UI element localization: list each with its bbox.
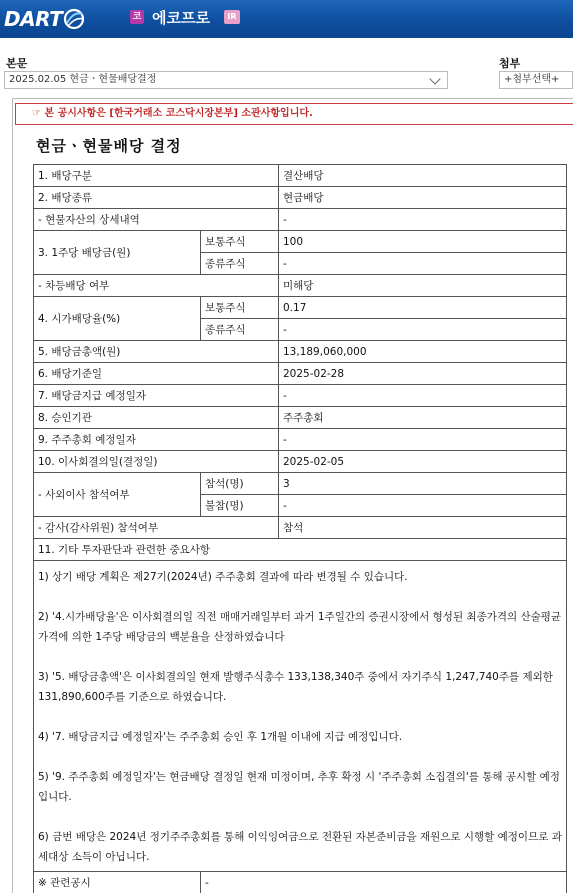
row-label: 7. 배당금지급 예정일자: [34, 385, 279, 407]
company-name[interactable]: 에코프로: [152, 9, 210, 27]
row-label: 10. 이사회결의일(결정일): [34, 451, 279, 473]
chevron-down-icon: [429, 73, 440, 84]
row-value: -: [279, 253, 567, 275]
table-row: [34, 363, 567, 385]
sub-label: 보통주식: [201, 231, 279, 253]
row-label: 6. 배당기준일: [34, 363, 279, 385]
ir-badge[interactable]: IR: [224, 10, 240, 24]
row-value: 100: [279, 231, 567, 253]
note-paragraph: 5) '9. 주주총회 예정일자'는 현금배당 결정일 현재 미정이며, 추후 확정 시 '주주총회 소집결의'를 통해 공시할 예정입니다.: [38, 771, 560, 803]
row-label: 8. 승인기관: [34, 407, 279, 429]
note-paragraph: 2) '4.시가배당율'은 이사회결의일 직전 매매거래일부터 과거 1주일간의 증권시장에서 형성된 최종가격의 산술평균가격에 의한 1주당 배당금의 백분율을 산정하였습니다: [38, 611, 562, 643]
note-paragraph: 4) '7. 배당금지급 예정일자'는 주주총회 승인 후 1개월 이내에 지급 예정입니다.: [38, 731, 403, 743]
row-value: -: [279, 385, 567, 407]
row-label: 3. 1주당 배당금(원): [34, 231, 201, 275]
row-value: 2025-02-05: [279, 451, 567, 473]
row-label: - 사외이사 참석여부: [34, 473, 201, 517]
row-value: 3: [279, 473, 567, 495]
main-report-label: 본문: [6, 57, 28, 70]
row-value: -: [279, 319, 567, 341]
table-row: [34, 209, 567, 231]
table-row: [34, 473, 567, 495]
dividend-table: [33, 164, 567, 893]
row-value: 13,189,060,000: [279, 341, 567, 363]
row-label: 9. 주주총회 예정일자: [34, 429, 279, 451]
row-value: 미해당: [279, 275, 567, 297]
main-report-select[interactable]: [4, 71, 448, 89]
row-value: -: [279, 429, 567, 451]
row-value: 참석: [279, 517, 567, 539]
header-bar: [0, 0, 573, 38]
row-value: -: [201, 872, 567, 893]
row-value: 주주총회: [279, 407, 567, 429]
sub-label: 보통주식: [201, 297, 279, 319]
table-row: [34, 231, 567, 253]
row-value: -: [279, 209, 567, 231]
row-label: 11. 기타 투자판단과 관련한 중요사항: [34, 539, 567, 561]
note-paragraph: 6) 금번 배당은 2024년 정기주주총회를 통해 이익잉여금으로 전환된 자본준비금을 재원으로 시행할 예정이므로 과세대상 소득이 아닙니다.: [38, 831, 562, 863]
row-label: 1. 배당구분: [34, 165, 279, 187]
table-row: [34, 451, 567, 473]
document-title: 현금ㆍ현물배당 결정: [36, 137, 182, 155]
jurisdiction-notice: ☞ 본 공시사항은 [한국거래소 코스닥시장본부] 소관사항입니다.: [15, 103, 573, 125]
sub-label: 참석(명): [201, 473, 279, 495]
row-label: 4. 시가배당율(%): [34, 297, 201, 341]
row-label: - 감사(감사위원) 참석여부: [34, 517, 279, 539]
row-label: - 차등배당 여부: [34, 275, 279, 297]
dart-logo[interactable]: [4, 6, 85, 32]
attachment-label: 첨부: [499, 57, 521, 70]
note-paragraph: 1) 상기 배당 계획은 제27기(2024년) 주주총회 결과에 따라 변경될 수 있습니다.: [38, 571, 408, 583]
row-value: 현금배당: [279, 187, 567, 209]
sub-label: 불참(명): [201, 495, 279, 517]
note-paragraph: 3) '5. 배당금총액'은 이사회결의일 현재 발행주식총수 133,138,340주 중에서 자기주식 1,247,740주를 제외한 131,890,600주를 기준으로 하였습니다.: [38, 671, 553, 703]
dart-swoosh-icon: [63, 8, 85, 30]
table-row: [34, 407, 567, 429]
attachment-select-value: +첨부선택+: [504, 74, 560, 85]
sub-label: 종류주식: [201, 319, 279, 341]
attachment-select[interactable]: [499, 71, 573, 89]
row-value: 결산배당: [279, 165, 567, 187]
main-report-select-value: 2025.02.05 현금ㆍ현물배당결정: [9, 74, 157, 85]
dart-logo-text: DART: [4, 7, 63, 31]
table-row: [34, 297, 567, 319]
sub-label: 종류주식: [201, 253, 279, 275]
table-row: [34, 872, 567, 893]
row-value: -: [279, 495, 567, 517]
notes-cell: [34, 561, 567, 872]
table-row: [34, 385, 567, 407]
table-row: [34, 275, 567, 297]
row-label: - 현물자산의 상세내역: [34, 209, 279, 231]
table-row: [34, 341, 567, 363]
row-label: 2. 배당종류: [34, 187, 279, 209]
row-value: 0.17: [279, 297, 567, 319]
table-row: [34, 165, 567, 187]
kosdaq-market-badge: 코: [130, 10, 144, 24]
row-label: ※ 관련공시: [34, 872, 201, 893]
row-value: 2025-02-28: [279, 363, 567, 385]
row-label: 5. 배당금총액(원): [34, 341, 279, 363]
table-row: [34, 187, 567, 209]
table-row: [34, 561, 567, 872]
table-row: [34, 539, 567, 561]
table-row: [34, 517, 567, 539]
table-row: [34, 429, 567, 451]
